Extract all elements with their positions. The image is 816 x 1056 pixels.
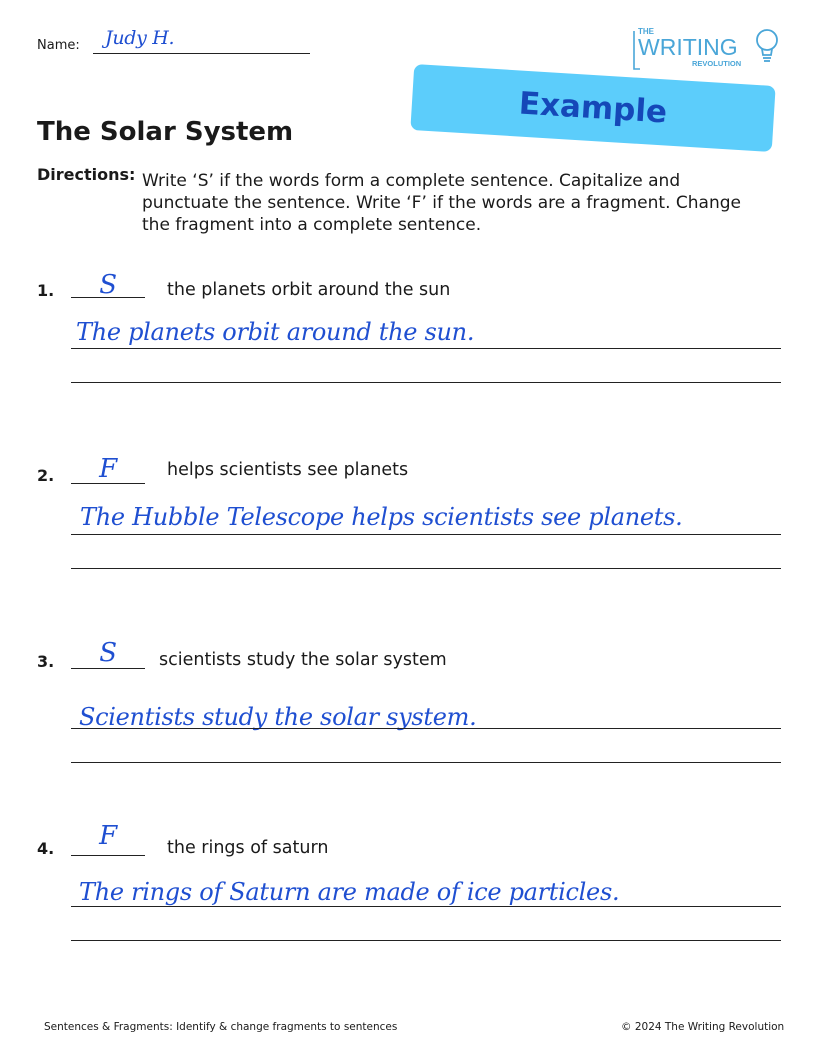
item-letter: S [99, 270, 117, 300]
answer-line [71, 940, 781, 941]
answer-line [71, 568, 781, 569]
item-number: 3. [37, 652, 55, 671]
answer-line [71, 728, 781, 729]
item-number: 1. [37, 281, 55, 300]
directions-label: Directions: [37, 165, 136, 184]
item-answer: The rings of Saturn are made of ice particles. [79, 878, 620, 906]
letter-blank [71, 668, 145, 669]
writing-revolution-logo [632, 25, 782, 73]
example-banner-label: Example [517, 85, 669, 131]
item-letter: S [99, 638, 117, 668]
item-letter: F [99, 821, 117, 851]
page-title: The Solar System [37, 117, 294, 147]
footer-left: Sentences & Fragments: Identify & change fragments to sentences [44, 1021, 398, 1033]
example-banner [410, 64, 775, 152]
letter-blank [71, 855, 145, 856]
item-answer: The Hubble Telescope helps scientists see planets. [80, 503, 683, 531]
directions-text: Write ‘S’ if the words form a complete sentence. Capitalize and punctuate the sentence. Write ‘F’ if the words are a fragment. Change the fragment into a complete sentence. [142, 171, 741, 235]
answer-line [71, 534, 781, 535]
name-value: Judy H. [105, 27, 175, 49]
item-number: 4. [37, 839, 55, 858]
item-prompt: scientists study the solar system [159, 650, 447, 670]
name-underline [93, 53, 310, 54]
item-number: 2. [37, 466, 55, 485]
logo-line3: REVOLUTION [692, 59, 742, 68]
item-prompt: the planets orbit around the sun [167, 280, 451, 300]
answer-line [71, 762, 781, 763]
answer-line [71, 348, 781, 349]
item-letter: F [99, 454, 117, 484]
letter-blank [71, 297, 145, 298]
logo-line1: THE [638, 27, 654, 36]
item-prompt: helps scientists see planets [167, 460, 409, 480]
logo-line2: WRITING [638, 34, 738, 60]
letter-blank [71, 483, 145, 484]
item-answer: Scientists study the solar system. [79, 703, 477, 731]
answer-line [71, 906, 781, 907]
item-prompt: the rings of saturn [167, 838, 329, 858]
footer-right: © 2024 The Writing Revolution [621, 1021, 785, 1033]
name-label: Name: [37, 38, 80, 53]
answer-line [71, 382, 781, 383]
lightbulb-icon [632, 25, 782, 73]
item-answer: The planets orbit around the sun. [76, 318, 475, 346]
